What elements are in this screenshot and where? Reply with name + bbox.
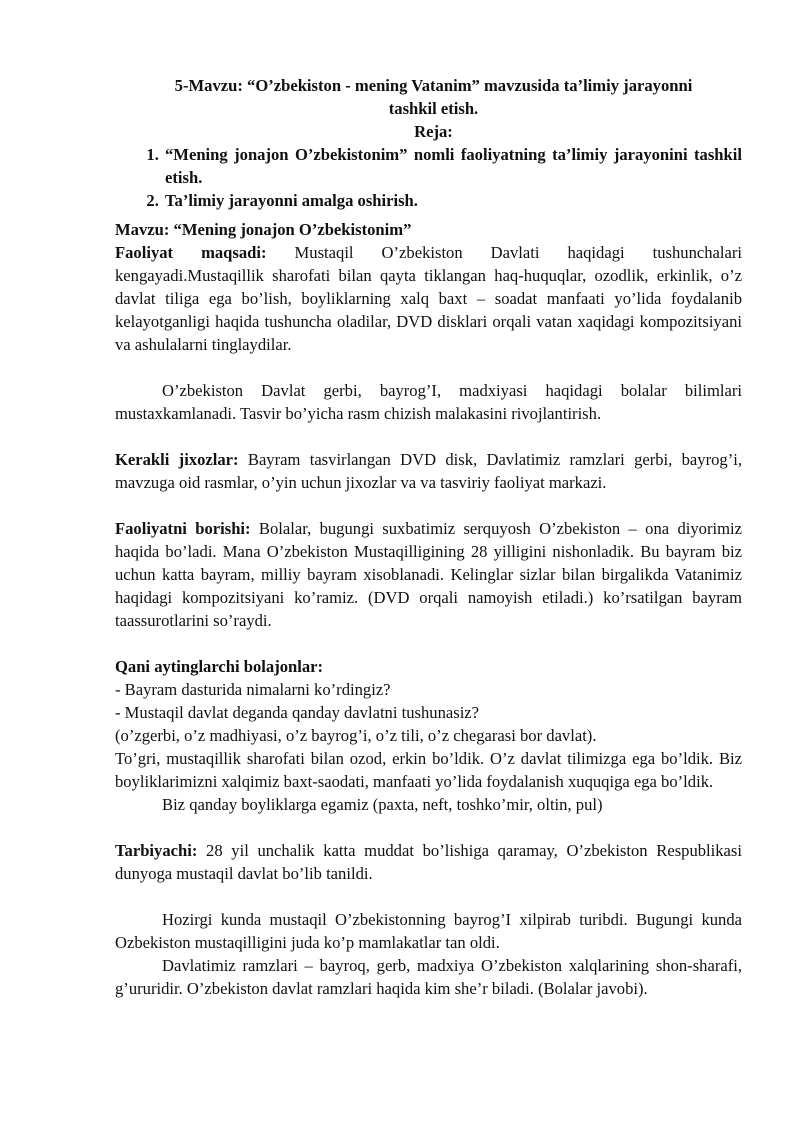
plan-list bbox=[115, 143, 742, 212]
process-paragraph bbox=[115, 517, 742, 632]
teacher-label: Tarbiyachi: bbox=[115, 841, 198, 860]
process-label: Faoliyatni borishi: bbox=[115, 519, 251, 538]
process-text: Bolalar, bugungi suxbatimiz serquyosh O’zbekiston – ona diyorimiz haqida bo’ladi. Mana O’zbekiston Mustaqilligining 28 yilligini nishonladik. Bu bayram biz uchun katta bayram, milliy bayram xisoblanadi. Kelinglar sizlar bilan birgalikda Vatanimiz haqidagi kompozitsiyani ko’ramiz. (DVD orqali namoyish etiladi.) ko’rsatilgan bayram taassurotlarini so’raydi. bbox=[115, 519, 742, 630]
plan-item: 1. “Mening jonajon O’zbekistonim” nomli faoliyatning ta’limiy jarayonini tashkil etish. bbox=[163, 143, 742, 189]
materials-label: Kerakli jixozlar: bbox=[115, 450, 239, 469]
title-line-2: tashkil etish. bbox=[388, 99, 479, 118]
questions-heading: Qani aytinglarchi bolajonlar: bbox=[115, 657, 324, 676]
materials-text: Bayram tasvirlangan DVD disk, Davlatimiz ramzlari gerbi, bayrog’i, mavzuga oid rasmlar, o’yin uchun jixozlar va va tasviriy faoliyat markazi. bbox=[115, 450, 742, 492]
goal-paragraph-2: O’zbekiston Davlat gerbi, bayrog’I, madxiyasi haqidagi bolalar bilimlari mustaxkamlanadi. Tasvir bo’yicha rasm chizish malakasini rivojlantirish. bbox=[115, 381, 742, 423]
plan-label: Reja: bbox=[414, 122, 453, 141]
title-line-1: 5-Mavzu: “O’zbekiston - mening Vatanim” mavzusida ta’limiy jarayonni bbox=[174, 76, 693, 95]
answer-line: (o’zgerbi, o’z madhiyasi, o’z bayrog’i, o’z tili, o’z chegarasi bor davlat). bbox=[115, 726, 597, 745]
teacher-text: 28 yil unchalik katta muddat bo’lishiga qaramay, O’zbekiston Respublikasi dunyoga mustaqil davlat bo’lib tanildi. bbox=[115, 841, 742, 883]
answer-paragraph: To’gri, mustaqillik sharofati bilan ozod, erkin bo’ldik. O’z davlat tilimizga ega bo’ldik. Biz boyliklarimizni xalqimiz baxt-saodati, manfaati yo’lida foydalanish xuquqiga ega bo’ldik. bbox=[115, 749, 742, 791]
symbols-paragraph: Davlatimiz ramzlari – bayroq, gerb, madxiya O’zbekiston xalqlarining shon-sharafi, g’ururidir. O’zbekiston davlat ramzlari haqida kim she’r biladi. (Bolalar javobi). bbox=[115, 956, 742, 998]
topic-heading: Mavzu: “Mening jonajon O’zbekistonim” bbox=[115, 220, 412, 239]
question-line: - Mustaqil davlat deganda qanday davlatni tushunasiz? bbox=[115, 703, 480, 722]
teacher-paragraph bbox=[115, 839, 742, 885]
question-line: - Bayram dasturida nimalarni ko’rdingiz? bbox=[115, 680, 391, 699]
goal-text: Mustaqil O’zbekiston Davlati haqidagi tushunchalari kengayadi.Mustaqillik sharofati bilan qayta tiklangan haq-huquqlar, ozodlik, erkinlik, o’z davlat tiligа ega bo’lish, boyliklarning xalq baxt – soadat manfaati yo’lida foydalanib kelayotganligi haqida tushuncha oladilar, DVD disklari orqali vatan xaqidagi kompozitsiyani va ashulalarni tinglaydilar. bbox=[115, 243, 743, 354]
resources-line: Biz qanday boyliklarga egamiz (paxta, neft, toshko’mir, oltin, pul) bbox=[162, 795, 603, 814]
flag-paragraph: Hozirgi kunda mustaqil O’zbekistonning bayrog’I xilpirab turibdi. Bugungi kunda Ozbekiston mustaqilligini juda ko’p mamlakatlar tan oldi. bbox=[115, 910, 742, 952]
document-title bbox=[115, 74, 742, 143]
plan-item: 2. Ta’limiy jarayonni amalga oshirish. bbox=[163, 189, 742, 212]
goal-paragraph bbox=[115, 241, 742, 356]
goal-label: Faoliyat maqsadi: bbox=[115, 243, 267, 262]
materials-paragraph bbox=[115, 448, 742, 494]
